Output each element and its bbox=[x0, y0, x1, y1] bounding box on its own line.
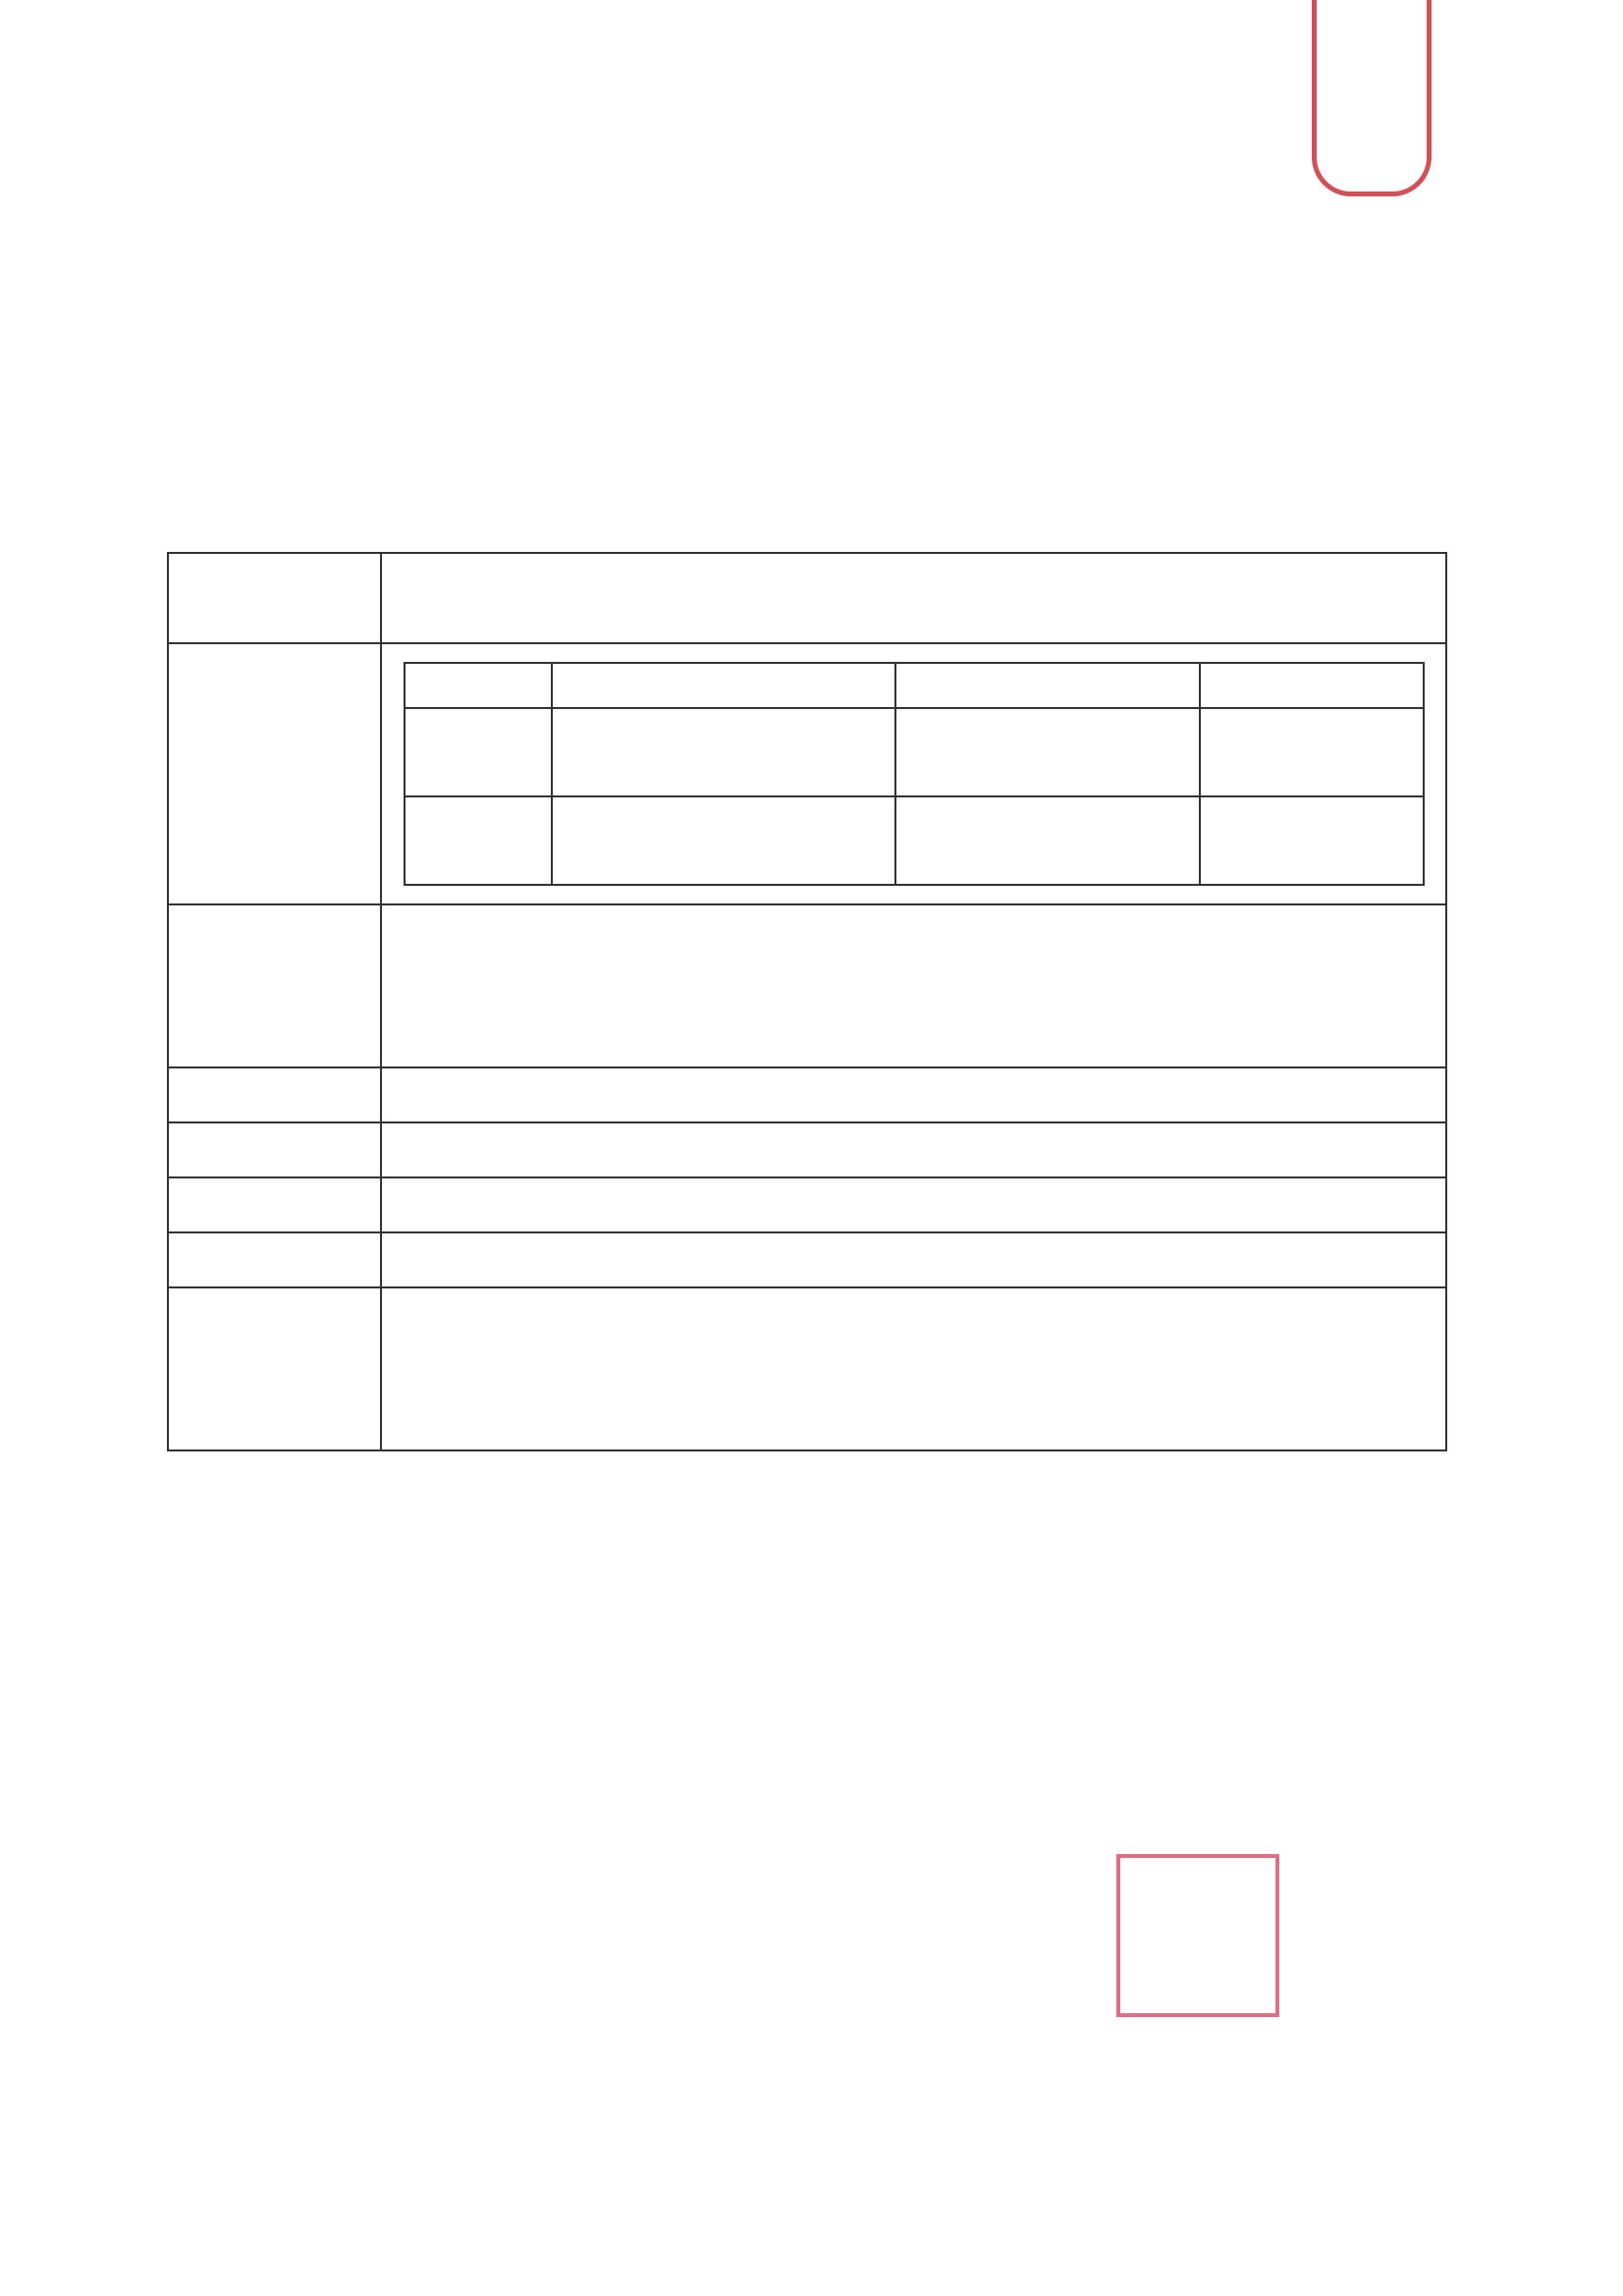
label-reason bbox=[168, 904, 381, 1067]
contract-table bbox=[167, 552, 1447, 1451]
value-party bbox=[381, 1122, 1446, 1177]
cell-changed bbox=[895, 708, 1200, 796]
label-special bbox=[168, 1287, 381, 1450]
label-location bbox=[168, 1177, 381, 1232]
label-contract-name bbox=[168, 553, 381, 643]
cell-changed bbox=[895, 796, 1200, 885]
value-special bbox=[381, 1287, 1446, 1450]
header-changed bbox=[895, 663, 1200, 708]
row-reason bbox=[168, 904, 1446, 1067]
row-changes bbox=[168, 643, 1446, 904]
cell-original bbox=[552, 708, 895, 796]
cell-note bbox=[1200, 708, 1424, 796]
official-seal-top bbox=[1312, 0, 1432, 196]
label-date bbox=[168, 1067, 381, 1122]
row-special bbox=[168, 1287, 1446, 1450]
official-seal-bottom bbox=[1116, 1854, 1279, 2017]
row-location bbox=[168, 1177, 1446, 1232]
label-party bbox=[168, 1122, 381, 1177]
changes-row-amount bbox=[405, 708, 1424, 796]
label-changes bbox=[168, 643, 381, 904]
label-method bbox=[168, 1232, 381, 1287]
row-method bbox=[168, 1232, 1446, 1287]
value-reason bbox=[381, 904, 1446, 1067]
cell-note bbox=[1200, 796, 1424, 885]
changes-table bbox=[404, 662, 1425, 886]
value-changes bbox=[381, 643, 1446, 904]
value-method bbox=[381, 1232, 1446, 1287]
changes-row-period bbox=[405, 796, 1424, 885]
header-note bbox=[1200, 663, 1424, 708]
cell-item bbox=[405, 796, 552, 885]
value-date bbox=[381, 1067, 1446, 1122]
row-contract-name bbox=[168, 553, 1446, 643]
cell-original bbox=[552, 796, 895, 885]
header-original bbox=[552, 663, 895, 708]
value-contract-name bbox=[381, 553, 1446, 643]
header-item bbox=[405, 663, 552, 708]
row-party bbox=[168, 1122, 1446, 1177]
value-location bbox=[381, 1177, 1446, 1232]
cell-item bbox=[405, 708, 552, 796]
row-date bbox=[168, 1067, 1446, 1122]
changes-header-row bbox=[405, 663, 1424, 708]
